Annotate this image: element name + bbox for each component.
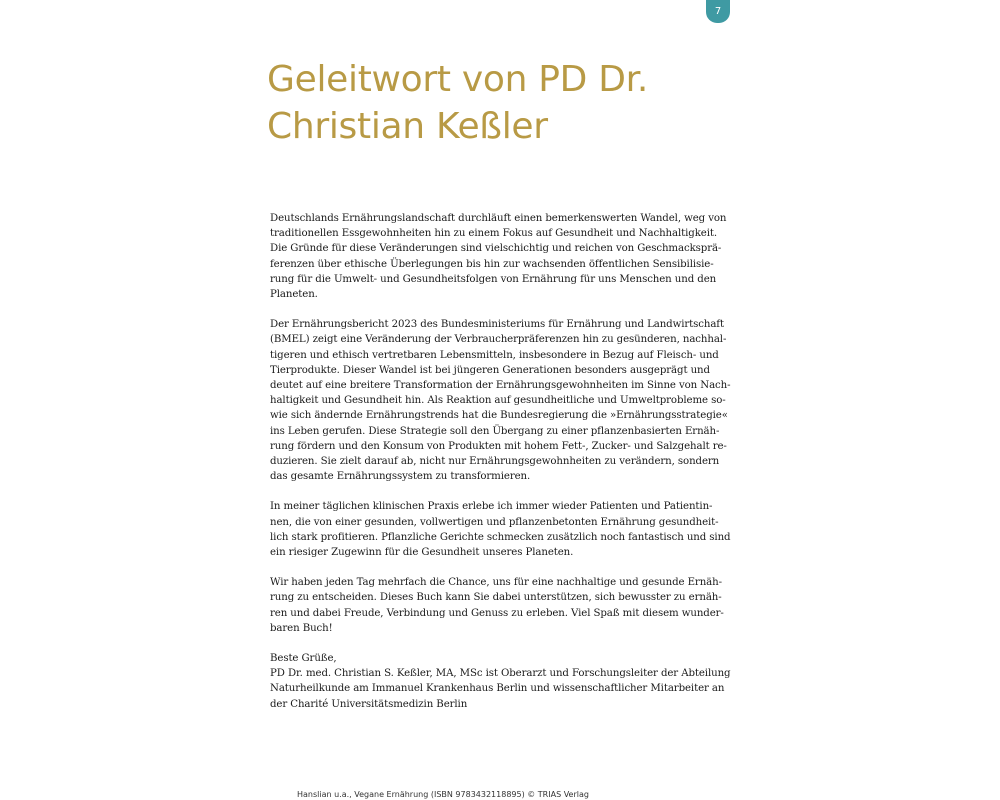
text-line: duzieren. Sie zielt darauf ab, nicht nur Ernährungsgewohnheiten zu verändern, sondern [270, 456, 720, 468]
text-line: ferenzen über ethische Überlegungen bis hin zur wachsenden öffentlichen Sensibilisie- [270, 258, 714, 270]
copyright-footer: Hanslian u.a., Vegane Ernährung (ISBN 9783432118895) © TRIAS Verlag [297, 790, 589, 799]
text-line: das gesamte Ernährungssystem zu transformieren. [270, 471, 531, 483]
text-line: deutet auf eine breitere Transformation der Ernährungsgewohnheiten im Sinne von Nach- [270, 380, 731, 392]
text-line: ins Leben gerufen. Diese Strategie soll den Übergang zu einer pflanzenbasierten Ernäh- [270, 425, 720, 437]
text-line: (BMEL) zeigt eine Veränderung der Verbraucherpräferenzen hin zu gesünderen, nachhal- [270, 334, 727, 346]
text-line: der Charité Universitätsmedizin Berlin [270, 698, 468, 710]
page-number-badge: 7 [706, 0, 730, 23]
text-line: traditionellen Essgewohnheiten hin zu einem Fokus auf Gesundheit und Nachhaltigkeit. [270, 228, 717, 240]
title-line-1: Geleitwort von PD Dr. [267, 59, 648, 100]
paragraph-chance [270, 575, 724, 636]
text-line: Naturheilkunde am Immanuel Krankenhaus Berlin und wissenschaftlicher Mitarbeiter an [270, 683, 725, 695]
text-line: rung fördern und den Konsum von Produkten mit hohem Fett-, Zucker- und Salzgehalt re- [270, 440, 727, 452]
paragraph-report [270, 317, 731, 484]
text-line: Der Ernährungsbericht 2023 des Bundesministeriums für Ernährung und Landwirtschaft [270, 319, 724, 331]
paragraph-signature [270, 651, 731, 712]
text-line: lich stark profitieren. Pflanzliche Gerichte schmecken zusätzlich noch fantastisch und sind [270, 531, 731, 543]
title-line-2: Christian Keßler [267, 106, 548, 147]
paragraph-intro [270, 211, 727, 302]
text-line: wie sich ändernde Ernährungstrends hat die Bundesregierung die »Ernährungsstrategie« [270, 410, 728, 422]
text-line: Beste Grüße, [270, 653, 337, 665]
text-line: Die Gründe für diese Veränderungen sind vielschichtig und reichen von Geschmacksprä- [270, 243, 722, 255]
text-line: ren und dabei Freude, Verbindung und Genuss zu erleben. Viel Spaß mit diesem wunder- [270, 607, 724, 619]
text-line: Tierprodukte. Dieser Wandel ist bei jüngeren Generationen besonders ausgeprägt und [270, 364, 710, 376]
text-line: baren Buch! [270, 622, 333, 634]
text-line: Deutschlands Ernährungslandschaft durchläuft einen bemerkenswerten Wandel, weg von [270, 213, 727, 224]
text-line: tigeren und ethisch vertretbaren Lebensmitteln, insbesondere in Bezug auf Fleisch- und [270, 349, 719, 361]
text-line: rung für die Umwelt- und Gesundheitsfolgen von Ernährung für uns Menschen und den [270, 273, 717, 285]
text-line: ein riesiger Zugewinn für die Gesundheit unseres Planeten. [270, 547, 574, 559]
paragraph-practice [270, 499, 731, 560]
text-line: Planeten. [270, 289, 318, 301]
text-line: In meiner täglichen klinischen Praxis erlebe ich immer wieder Patienten und Patientin- [270, 501, 713, 513]
text-line: haltigkeit und Gesundheit hin. Als Reaktion auf gesundheitliche und Umweltprobleme so- [270, 395, 726, 407]
text-line: nen, die von einer gesunden, vollwertigen und pflanzenbetonten Ernährung gesundheit- [270, 516, 719, 528]
text-line: Wir haben jeden Tag mehrfach die Chance, uns für eine nachhaltige und gesunde Ernäh- [270, 577, 722, 589]
foreword-body [270, 211, 731, 727]
page-title [267, 56, 747, 150]
text-line: PD Dr. med. Christian S. Keßler, MA, MSc ist Oberarzt und Forschungsleiter der Abteilung [270, 668, 731, 680]
text-line: rung zu entscheiden. Dieses Buch kann Sie dabei unterstützen, sich bewusster zu ernäh- [270, 592, 722, 604]
